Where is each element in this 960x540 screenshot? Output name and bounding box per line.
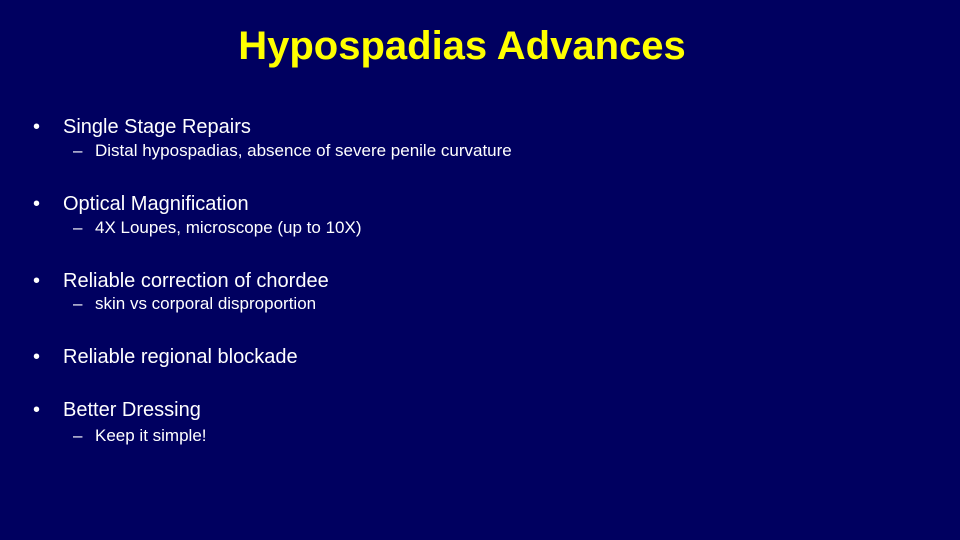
sub-text: 4X Loupes, microscope (up to 10X) xyxy=(95,218,362,237)
sub-item-skin-vs-corporal xyxy=(73,293,316,315)
bullet-text: Better Dressing xyxy=(63,399,201,421)
bullet-dot-icon: • xyxy=(33,346,41,368)
sub-text: Distal hypospadias, absence of severe penile curvature xyxy=(95,141,512,160)
bullet-text: Reliable regional blockade xyxy=(63,346,298,368)
bullet-text: Optical Magnification xyxy=(63,193,249,215)
sub-item-keep-it-simple xyxy=(73,425,207,447)
slide-title: Hypospadias Advances xyxy=(238,24,686,68)
dash-icon: – xyxy=(73,426,83,445)
dash-icon: – xyxy=(73,218,83,237)
bullet-text: Reliable correction of chordee xyxy=(63,270,329,292)
bullet-dot-icon: • xyxy=(33,399,41,421)
bullet-item-optical-magnification xyxy=(33,192,249,216)
bullet-item-better-dressing xyxy=(33,398,201,422)
dash-icon: – xyxy=(73,141,83,160)
sub-text: skin vs corporal disproportion xyxy=(95,294,317,313)
sub-item-distal-hypospadias xyxy=(73,140,512,162)
bullet-dot-icon: • xyxy=(33,193,41,215)
bullet-item-single-stage-repairs xyxy=(33,115,251,139)
bullet-item-regional-blockade xyxy=(33,345,298,369)
sub-item-loupes-microscope xyxy=(73,217,361,239)
bullet-text: Single Stage Repairs xyxy=(63,116,251,138)
bullet-dot-icon: • xyxy=(33,116,41,138)
bullet-item-chordee-correction xyxy=(33,269,329,293)
bullet-dot-icon: • xyxy=(33,270,41,292)
sub-text: Keep it simple! xyxy=(95,426,207,445)
dash-icon: – xyxy=(73,294,83,313)
